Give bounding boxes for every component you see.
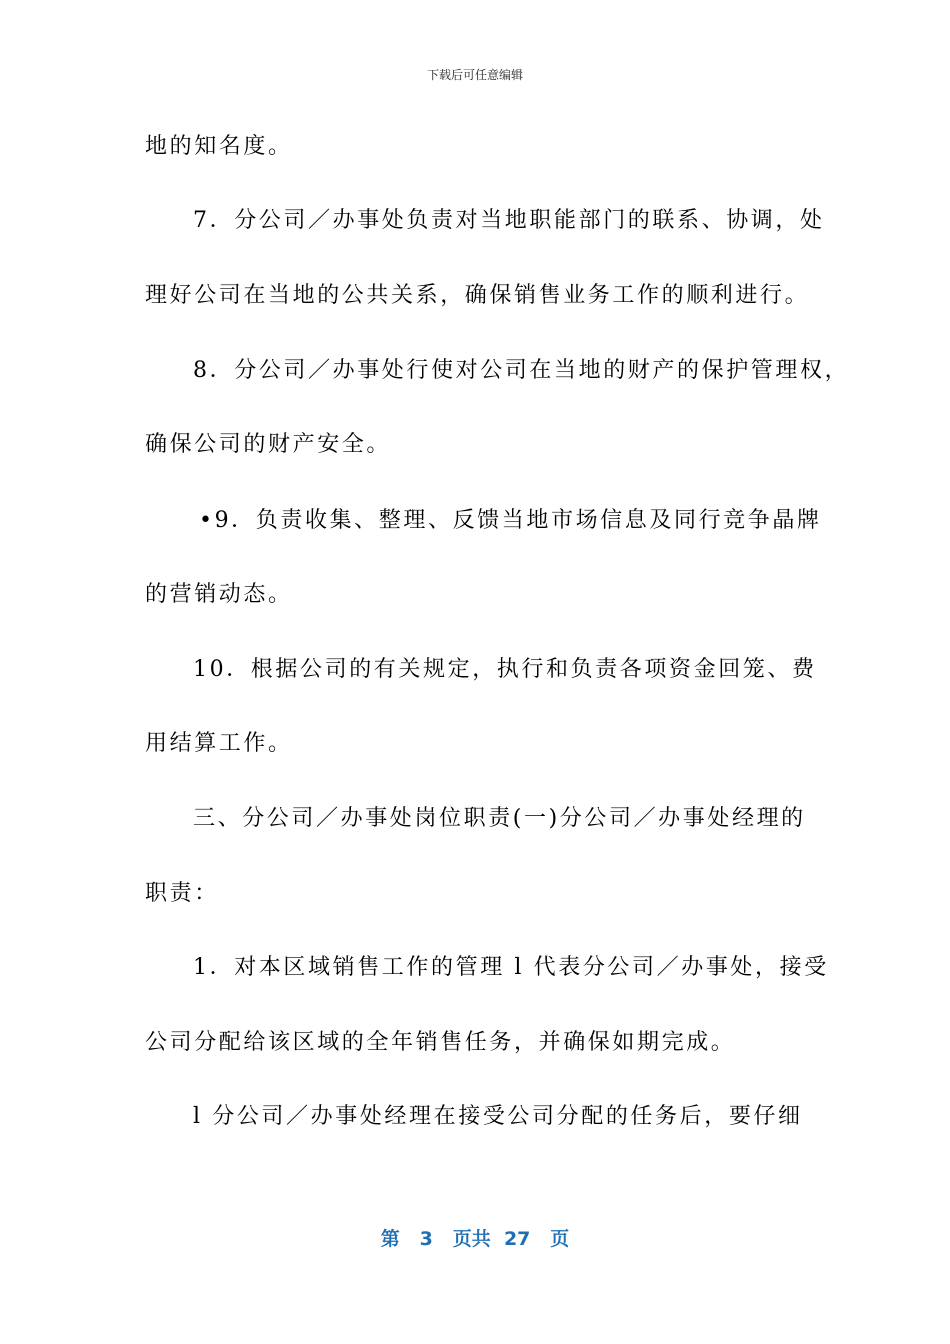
- body-line-5: 确保公司的财产安全。: [145, 432, 392, 457]
- body-line-4: 8．分公司／办事处行使对公司在当地的财产的保护管理权，: [193, 358, 850, 383]
- page-header: 下载后可任意编辑: [426, 68, 523, 82]
- page-footer: [0, 1224, 950, 1251]
- body-line-14: l 分公司／办事处经理在接受公司分配的任务后，要仔细: [193, 1104, 803, 1129]
- body-line-6: •9．负责收集、整理、反馈当地市场信息及同行竞争晶牌: [199, 508, 822, 533]
- footer-page-word: 页共: [452, 1228, 491, 1250]
- body-line-1: 地的知名度。: [145, 134, 293, 159]
- body-line-9: 用结算工作。: [145, 731, 293, 756]
- body-line-10: 三、分公司／办事处岗位职责(一)分公司／办事处经理的: [193, 806, 806, 831]
- footer-page-label: 第: [380, 1228, 400, 1250]
- body-line-11: 职责：: [145, 881, 219, 906]
- body-line-2: 7．分公司／办事处负责对当地职能部门的联系、协调，处: [193, 208, 825, 233]
- body-line-13: 公司分配给该区域的全年销售任务，并确保如期完成。: [145, 1030, 736, 1055]
- footer-current-page: 3: [419, 1228, 433, 1250]
- body-line-12: 1．对本区域销售工作的管理 l 代表分公司／办事处，接受: [193, 955, 829, 980]
- footer-total-pages: 27: [503, 1228, 531, 1250]
- body-line-7: 的营销动态。: [145, 582, 293, 607]
- body-line-3: 理好公司在当地的公共关系，确保销售业务工作的顺利进行。: [145, 283, 810, 308]
- body-line-8: 10．根据公司的有关规定，执行和负责各项资金回笼、费: [193, 657, 817, 682]
- footer-page-suffix: 页: [550, 1228, 570, 1250]
